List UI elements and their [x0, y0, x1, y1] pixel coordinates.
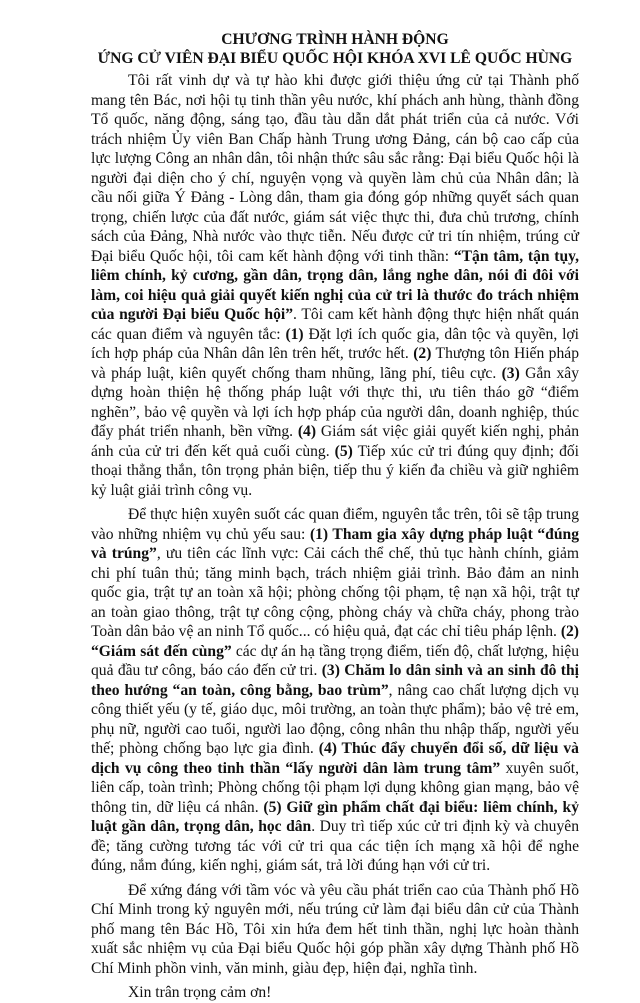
task-heading-3: (3) Chăm lo dân sinh và an sinh đô thị theo hướng “an toàn, công bằng, bao trùm”	[91, 662, 579, 699]
principle-text-5: Tiếp xúc cử tri đúng quy định; đối thoại thẳng thắn, tôn trọng phản biện, tiếp thu ý kiến đa chiều và giữ nghiêm kỷ luật giải trình công vụ.	[91, 442, 580, 499]
task-text-3: , nâng cao chất lượng dịch vụ công thiết yếu (y tế, giáo dục, môi trường, an toàn thực phẩm); bảo vệ trẻ em, phụ nữ, người cao tuổi, người lao động, công nhân thu nhập thấp, người yếu thế; phòng chống bạo lực gia đình.	[91, 681, 580, 757]
paragraph-introduction	[91, 71, 579, 500]
principle-text-4: Giám sát việc giải quyết kiến nghị, phản ánh của cử tri đến kết quả cuối cùng.	[91, 423, 579, 460]
task-heading-2: (2) “Giám sát đến cùng”	[91, 623, 579, 660]
task-text-4: xuyên suốt, liên cấp, toàn trình; Phòng chống tội phạm lợi dụng không gian mạng, bảo vệ thông tin, dữ liệu cá nhân.	[91, 759, 579, 816]
principle-number-4: (4)	[297, 423, 317, 440]
paragraph-tasks	[91, 505, 579, 876]
task-heading-1: (1) Tham gia xây dựng pháp luật “đúng và trúng”	[91, 525, 579, 562]
title-line-1: CHƯƠNG TRÌNH HÀNH ĐỘNG	[221, 31, 449, 48]
commitment-text: . Tôi cam kết hành động thực hiện nhất quán các quan điểm và nguyên tắc:	[91, 306, 579, 343]
task-text-1: , ưu tiên các lĩnh vực: Cải cách thể chế, thủ tục hành chính, giảm chi phí tuân thủ; tăng minh bạch, trách nhiệm giải trình. Bảo đảm an ninh quốc gia, trật tự an toàn xã hội; phòng chống tội phạm, tệ nạn xã hội, trật tự an toàn giao thông, trật tự công cộng, phòng cháy và chữa cháy, phong trào Toàn dân bảo vệ an ninh Tổ quốc... có hiệu quả, đạt các chỉ tiêu pháp lệnh.	[91, 545, 579, 640]
principle-number-1: (1)	[285, 325, 304, 343]
principle-text-1: Đặt lợi ích quốc gia, dân tộc và quyền, lợi ích hợp pháp của Nhân dân lên trên hết, trước hết.	[91, 325, 579, 362]
principle-number-2: (2)	[413, 345, 432, 362]
task-text-5: . Duy trì tiếp xúc cử tri định kỳ và chuyên đề; tăng cường tương tác với cử tri qua các tiện ích mạng xã hội để nghe đúng, nắm đúng, kiến nghị, giám sát, trả lời đúng hạn với cử tri.	[91, 818, 579, 874]
motto-text: “Tận tâm, tận tụy, liêm chính, kỷ cương, gần dân, trọng dân, lắng nghe dân, nói đi đôi với làm, coi hiệu quả giải quyết kiến nghị của cử tri là thước đo trách nhiệm của người Đại biểu Quốc hội”	[91, 247, 579, 323]
task-text-2: các dự án hạ tầng trọng điểm, tiến độ, chất lượng, hiệu quả đầu tư công, báo cáo đến cử tri.	[91, 642, 579, 679]
task-heading-4: (4) Thúc đẩy chuyển đổi số, dữ liệu và dịch vụ công theo tinh thần “lấy người dân làm trung tâm”	[91, 740, 579, 777]
closing-line: Xin trân trọng cảm ơn!	[128, 984, 272, 1001]
title-line-2: ỨNG CỬ VIÊN ĐẠI BIỂU QUỐC HỘI KHÓA XVI LÊ QUỐC HÙNG	[97, 50, 573, 67]
tasks-intro: Để thực hiện xuyên suốt các quan điểm, nguyên tắc trên, tôi sẽ tập trung vào những nhiệm vụ chủ yếu sau:	[91, 506, 580, 543]
document-heading	[91, 30, 579, 68]
intro-text: Tôi rất vinh dự và tự hào khi được giới thiệu ứng cử tại Thành phố mang tên Bác, nơi hội tụ tinh thần yêu nước, khí phách anh hùng, thành đồng Tổ quốc, năng động, sáng tạo, đầu tàu dẫn dắt phát triển của cả nước. Với trách nhiệm Ủy viên Ban Chấp hành Trung ương Đảng, cán bộ cao cấp của lực lượng Công an nhân dân, tôi nhận thức sâu sắc rằng: Đại biểu Quốc hội là người đại diện cho ý chí, nguyện vọng và quyền làm chủ của Nhân dân; là cầu nối giữa Ý Đảng - Lòng dân, tham gia đóng góp những quyết sách quan trọng, chiến lược của đất nước, giám sát việc thực thi, đưa chủ trương, chính sách của Đảng, Nhà nước vào thực tiễn. Nếu được cử tri tín nhiệm, trúng cử Đại biểu Quốc hội, tôi cam kết hành động với tinh thần:	[91, 72, 579, 265]
principle-text-2: Thượng tôn Hiến pháp và pháp luật, kiên quyết chống tham nhũng, lãng phí, tiêu cực.	[91, 345, 579, 382]
document-page	[91, 30, 579, 1003]
task-heading-5: (5) Giữ gìn phẩm chất đại biểu: liêm chính, kỷ luật gần dân, trọng dân, học dân	[91, 798, 579, 835]
principle-number-3: (3)	[501, 364, 520, 382]
principle-number-5: (5)	[334, 442, 353, 460]
paragraph-pledge: Để xứng đáng với tầm vóc và yêu cầu phát triển cao của Thành phố Hồ Chí Minh trong kỷ nguyên mới, nếu trúng cử làm đại biểu dân cử của Thành phố mang tên Bác Hồ, Tôi xin hứa đem hết tinh thần, nghị lực hoàn thành xuất sắc nhiệm vụ của Đại biểu Quốc hội góp phần xây dựng Thành phố Hồ Chí Minh phồn vinh, văn minh, giàu đẹp, hiện đại, nghĩa tình.	[91, 881, 579, 977]
principle-text-3: Gắn xây dựng hoàn thiện hệ thống pháp luật với thực thi, ưu tiên tháo gỡ “điểm nghẽn”, bảo vệ quyền và lợi ích hợp pháp của người dân, doanh nghiệp, thúc đẩy phát triển nhanh, bền vững.	[91, 364, 579, 440]
